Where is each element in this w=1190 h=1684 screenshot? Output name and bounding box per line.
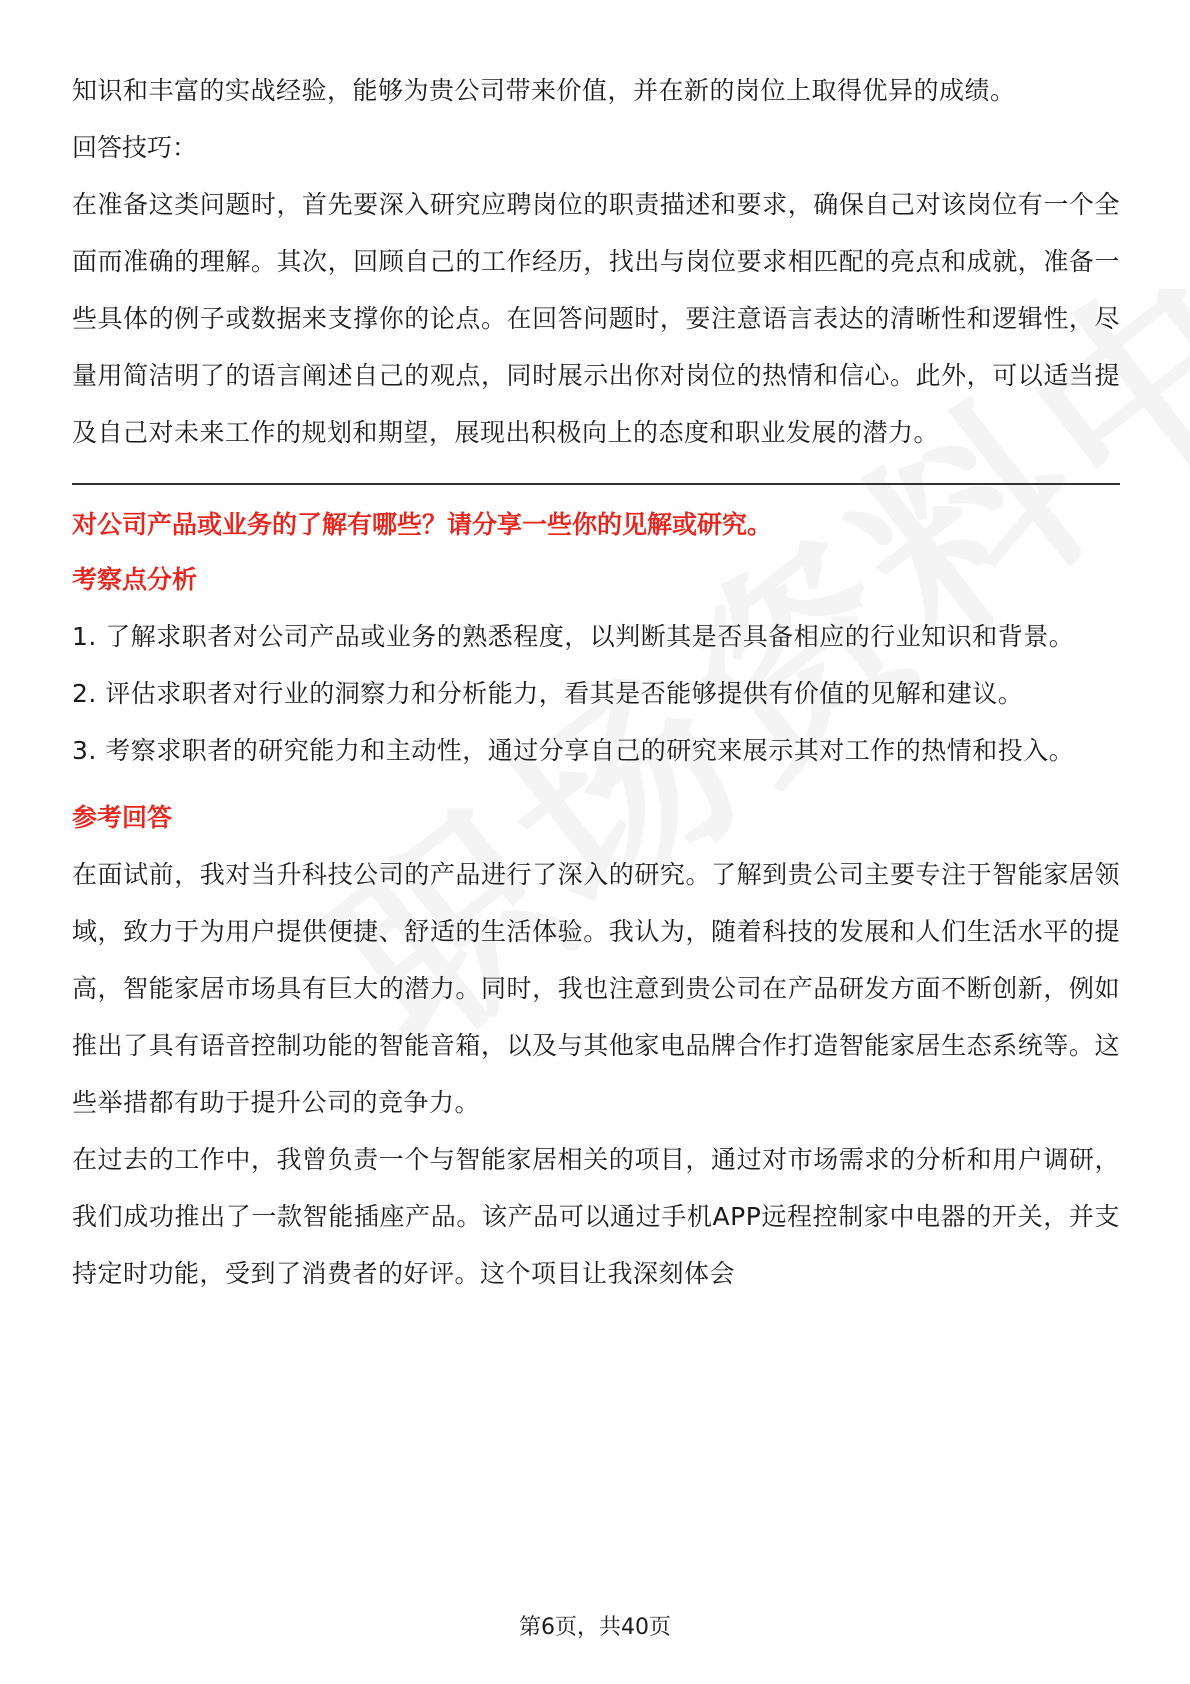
analysis-title: 考察点分析 xyxy=(72,565,198,594)
tips-paragraph: 在准备这类问题时，首先要深入研究应聘岗位的职责描述和要求，确保自己对该岗位有一个全面而准确的理解。其次，回顾自己的工作经历，找出与岗位要求相匹配的亮点和成就，准备一些具体的例子或数据来支撑你的论点。在回答问题时，要注意语言表达的清晰性和逻辑性，尽量用简洁明了的语言阐述自己的观点，同时展示出你对岗位的热情和信心。此外，可以适当提及自己对未来工作的规划和期望，展现出积极向上的态度和职业发展的潜力。 xyxy=(72,190,1120,447)
analysis-point-2: 2. 评估求职者对行业的洞察力和分析能力，看其是否能够提供有价值的见解和建议。 xyxy=(72,679,1024,708)
section-divider xyxy=(72,483,1120,485)
analysis-point-3: 3. 考察求职者的研究能力和主动性，通过分享自己的研究来展示其对工作的热情和投入。 xyxy=(72,736,1075,765)
answer-paragraph-2: 在过去的工作中，我曾负责一个与智能家居相关的项目，通过对市场需求的分析和用户调研，我们成功推出了一款智能插座产品。该产品可以通过手机APP远程控制家中电器的开关，并支持定时功能，受到了消费者的好评。这个项目让我深刻体会 xyxy=(72,1145,1120,1288)
tips-label: 回答技巧： xyxy=(72,133,198,162)
question-heading: 对公司产品或业务的了解有哪些？请分享一些你的见解或研究。 xyxy=(72,510,773,539)
answer-title: 参考回答 xyxy=(72,803,173,832)
page-number-footer: 第6页，共40页 xyxy=(519,1615,671,1640)
analysis-point-1: 1. 了解求职者对公司产品或业务的熟悉程度，以判断其是否具备相应的行业知识和背景。 xyxy=(72,622,1075,651)
answer-paragraph-1: 在面试前，我对当升科技公司的产品进行了深入的研究。了解到贵公司主要专注于智能家居领域，致力于为用户提供便捷、舒适的生活体验。我认为，随着科技的发展和人们生活水平的提高，智能家居市场具有巨大的潜力。同时，我也注意到贵公司在产品研发方面不断创新，例如推出了具有语音控制功能的智能音箱，以及与其他家电品牌合作打造智能家居生态系统等。这些举措都有助于提升公司的竞争力。 xyxy=(72,860,1120,1117)
document-page xyxy=(72,62,1120,1302)
top-paragraph: 知识和丰富的实战经验，能够为贵公司带来价值，并在新的岗位上取得优异的成绩。 xyxy=(72,76,1016,105)
